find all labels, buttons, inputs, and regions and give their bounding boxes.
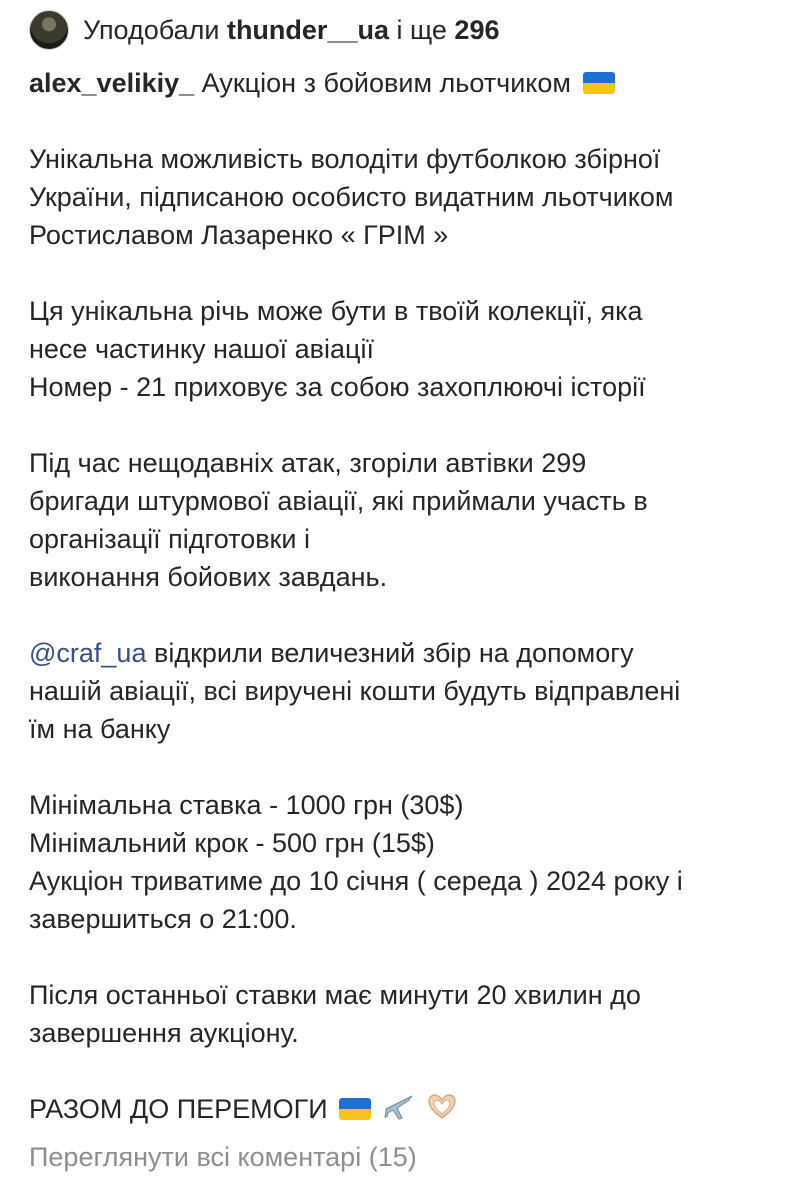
ukraine-flag-icon	[583, 72, 615, 94]
caption-line: їм на банку	[29, 714, 171, 744]
caption-line: Ростиславом Лазаренко « ГРІМ »	[29, 220, 449, 250]
likes-prefix: Уподобали	[83, 14, 227, 45]
liker-avatar[interactable]	[29, 10, 69, 50]
caption-line: Після останньої ставки має минути 20 хвилин до	[29, 980, 641, 1010]
caption-line: Номер - 21 приховує за собою захоплюючі історії	[29, 372, 646, 402]
caption-title-line	[29, 64, 773, 102]
likes-summary[interactable]	[83, 15, 499, 46]
caption-line: Мінімальний крок - 500 грн (15$)	[29, 828, 435, 858]
caption-closing: РАЗОМ ДО ПЕРЕМОГИ	[29, 1094, 336, 1124]
airplane-icon	[383, 1092, 415, 1132]
caption-line: організації підготовки і	[29, 524, 310, 554]
heart-hands-icon	[426, 1092, 458, 1132]
caption-mention-rest: відкрили величезний збір на допомогу	[146, 638, 634, 668]
caption-line: завершення аукціону.	[29, 1018, 299, 1048]
caption-line: бригади штурмової авіації, які приймали участь в	[29, 486, 648, 516]
blank-line	[29, 596, 773, 634]
caption-line: України, підписаною особисто видатним льотчиком	[29, 182, 674, 212]
likes-middle: і ще	[388, 14, 455, 45]
blank-line	[29, 254, 773, 292]
blank-line	[29, 938, 773, 976]
blank-line	[29, 102, 773, 140]
caption-line: Під час нещодавніх атак, згоріли автівки 299	[29, 448, 587, 478]
caption-line: Унікальна можливість володіти футболкою збірної	[29, 144, 661, 174]
blank-line	[29, 748, 773, 786]
caption-username[interactable]: alex_velikiy_	[29, 68, 195, 98]
caption-mention-line	[29, 634, 773, 672]
view-all-comments-link[interactable]: Переглянути всі коментарі (15)	[29, 1142, 417, 1172]
likes-count[interactable]: 296	[454, 14, 500, 45]
mention-link[interactable]: @craf_ua	[29, 638, 147, 668]
liker-username[interactable]: thunder__ua	[226, 14, 389, 45]
ukraine-flag-icon	[339, 1098, 371, 1120]
caption-line: несе частинку нашої авіації	[29, 334, 374, 364]
caption-closing-line	[29, 1090, 773, 1132]
caption-line: Мінімальна ставка - 1000 грн (30$)	[29, 790, 464, 820]
caption-line: Аукціон триватиме до 10 січня ( середа ) 2024 року і	[29, 866, 683, 896]
caption-line: завершиться о 21:00.	[29, 904, 297, 934]
caption-line: виконання бойових завдань.	[29, 562, 388, 592]
likes-row	[29, 0, 773, 60]
caption-title: Аукціон з бойовим льотчиком	[194, 68, 571, 98]
caption-line: нашій авіації, всі виручені кошти будуть відправлені	[29, 676, 681, 706]
blank-line	[29, 1052, 773, 1090]
blank-line	[29, 406, 773, 444]
caption	[29, 64, 773, 1132]
caption-line: Ця унікальна річь може бути в твоїй колекції, яка	[29, 296, 643, 326]
